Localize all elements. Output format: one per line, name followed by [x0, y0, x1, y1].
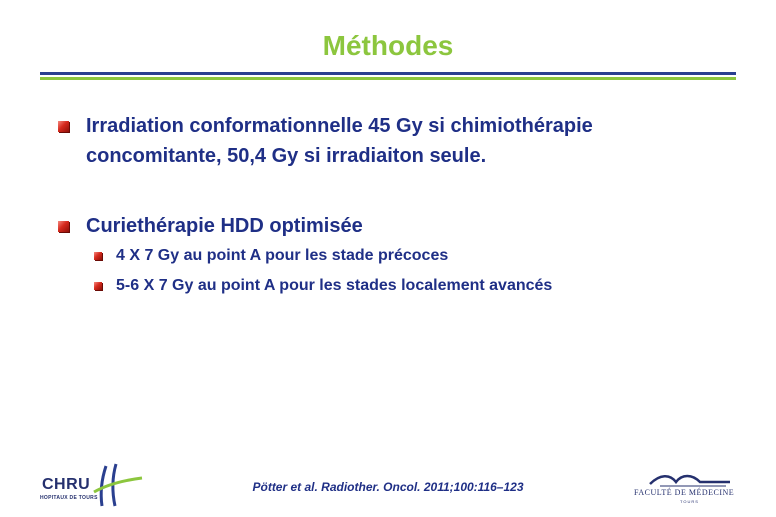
bullet-1-line-1: Irradiation conformationnelle 45 Gy si chimiothérapie	[86, 115, 593, 137]
bullet-2-text: Curiethérapie HDD optimisée	[86, 215, 363, 237]
sub-bullet-square-icon	[94, 282, 102, 290]
bullet-square-icon	[58, 121, 69, 132]
citation: Pötter et al. Radiother. Oncol. 2011;100:116–123	[252, 480, 524, 494]
bullet-square-icon	[58, 221, 69, 232]
faculte-logo-subtitle: TOURS	[680, 499, 699, 504]
faculte-medecine-logo	[630, 470, 750, 510]
sub-bullet-2-text: 5-6 X 7 Gy au point A pour les stades localement avancés	[116, 277, 553, 294]
chru-logo-name: CHRU	[42, 476, 91, 493]
title-divider-green	[40, 77, 736, 80]
faculte-logo-name: FACULTÉ DE MÉDECINE	[634, 488, 735, 497]
sub-bullet-square-icon	[94, 252, 102, 260]
faculte-emblem-icon	[630, 470, 750, 488]
chru-emblem-icon	[36, 462, 146, 508]
title-divider-blue	[40, 72, 736, 75]
bullet-1-line-2: concomitante, 50,4 Gy si irradiaiton seule.	[86, 145, 487, 167]
chru-logo	[36, 462, 146, 508]
chru-logo-subtitle: HOPITAUX DE TOURS	[40, 495, 98, 501]
slide-title: Méthodes	[322, 30, 454, 61]
sub-bullet-1-text: 4 X 7 Gy au point A pour les stade précoces	[116, 247, 449, 264]
